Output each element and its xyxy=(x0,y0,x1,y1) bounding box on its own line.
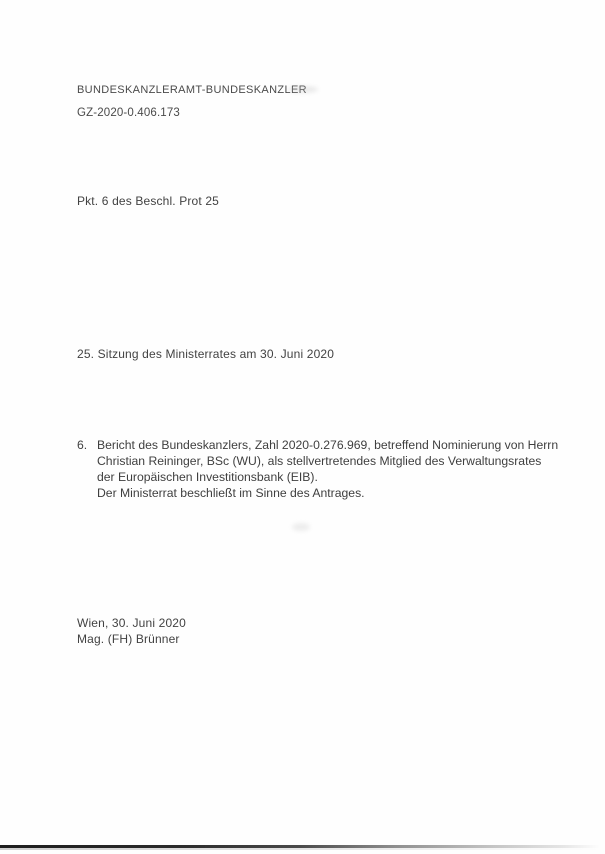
scan-edge-shadow xyxy=(0,848,605,850)
file-number: GZ-2020-0.406.173 xyxy=(77,107,180,119)
scan-smudge xyxy=(292,523,310,531)
organization-header: BUNDESKANZLERAMT-BUNDESKANZLER xyxy=(77,84,307,96)
signer-name: Mag. (FH) Brünner xyxy=(77,632,180,646)
agenda-item-line: der Europäischen Investitionsbank (EIB). xyxy=(97,470,318,484)
agenda-item-text xyxy=(97,437,559,501)
agenda-item-number: 6. xyxy=(77,438,88,452)
agenda-item-line: Bericht des Bundeskanzlers, Zahl 2020-0.276.969, betreffend Nominierung von Herrn xyxy=(97,438,559,452)
place-and-date: Wien, 30. Juni 2020 xyxy=(77,616,186,630)
agenda-item-line: Der Ministerrat beschließt im Sinne des Antrages. xyxy=(97,486,365,500)
scan-smudge xyxy=(288,86,318,93)
protocol-reference: Pkt. 6 des Beschl. Prot 25 xyxy=(77,194,219,208)
agenda-item-line: Christian Reininger, BSc (WU), als stellvertretendes Mitglied des Verwaltungsrates xyxy=(97,454,542,468)
session-title: 25. Sitzung des Ministerrates am 30. Juni 2020 xyxy=(77,347,335,361)
